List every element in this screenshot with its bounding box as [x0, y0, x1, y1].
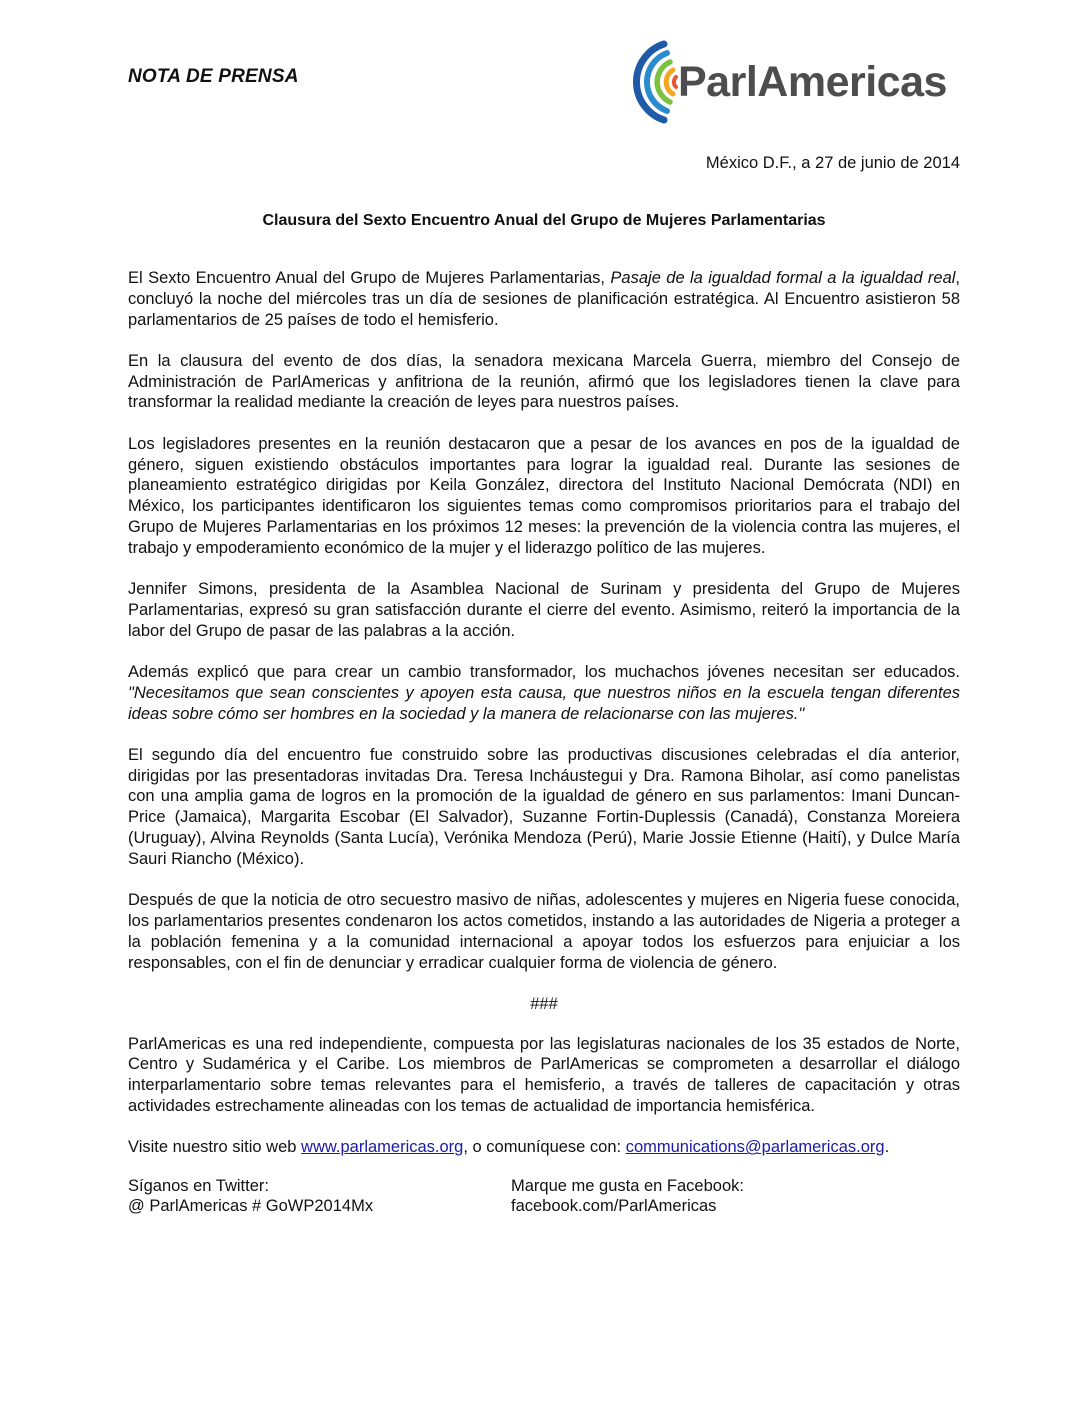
logo-wordmark: ParlAmericas	[678, 58, 947, 106]
contact-prefix: Visite nuestro sitio web	[128, 1138, 302, 1157]
website-link[interactable]: www.parlamericas.org	[301, 1138, 464, 1157]
paragraph-1-text-b: , concluyó la noche del miércoles tras un día de sesiones de planificación estratégica. Al Encuentro asistieron 58 parlamentarios de 25 países de todo el hemisferio.	[128, 269, 960, 329]
email-link[interactable]: communications@parlamericas.org	[625, 1138, 885, 1157]
paragraph-6: El segundo día del encuentro fue construido sobre las productivas discusiones celebradas el día anterior, dirigidas por las presentadoras invitadas Dra. Teresa Incháustegui y Dra. Ramona Biholar, así como panelistas con una amplia gama de logros en la promoción de la igualdad de género en sus parlamentos: Imani Duncan-Price (Jamaica), Margarita Escobar (El Salvador), Suzanne Fortin-Duplessis (Canadá), Constanza Moreiera (Uruguay), Alvina Reynolds (Santa Lucía), Verónika Mendoza (Perú), Marie Jossie Etienne (Haití), y Dulce María Sauri Riancho (México).	[128, 745, 960, 868]
paragraph-5-text: Además explicó que para crear un cambio transformador, los muchachos jóvenes necesitan ser educados.	[128, 662, 960, 681]
section-separator: ###	[530, 994, 558, 1013]
paragraph-4: Jennifer Simons, presidenta de la Asamblea Nacional de Surinam y presidenta del Grupo de Mujeres Parlamentarias, expresó su gran satisfacción durante el cierre del evento. Asimismo, reiteró la importancia de la labor del Grupo de pasar de las palabras a la acción.	[128, 580, 960, 640]
article-body	[128, 268, 960, 1217]
paragraph-5	[128, 662, 960, 724]
dateline: México D.F., a 27 de junio de 2014	[705, 154, 960, 172]
contact-suffix: .	[884, 1138, 890, 1157]
about-paragraph: ParlAmericas es una red independiente, compuesta por las legislaturas nacionales de los 35 estados de Norte, Centro y Sudamérica y el Caribe. Los miembros de ParlAmericas se comprometen a desarrollar el diálogo interparlamentario sobre temas relevantes para el hemisferio, a través de talleres de capacitación y otras actividades estrechamente alineadas con los temas de actualidad de importancia hemisférica.	[128, 1034, 960, 1115]
twitter-handle: @ ParlAmericas # GoWP2014Mx	[128, 1197, 374, 1216]
facebook-block	[511, 1176, 744, 1218]
facebook-label: Marque me gusta en Facebook:	[511, 1176, 744, 1195]
contact-line	[128, 1137, 960, 1158]
contact-middle: , o comuníquese con:	[463, 1138, 626, 1157]
social-block	[128, 1176, 960, 1218]
paragraph-7: Después de que la noticia de otro secuestro masivo de niñas, adolescentes y mujeres en Nigeria fuese conocida, los parlamentarios presentes condenaron los actos cometidos, instando a las autoridades de Nigeria a proteger a la población femenina y a la comunidad internacional a apoyar todos los esfuerzos para enjuiciar a los responsables, con el fin de denunciar y erradicar cualquier forma de violencia de género.	[128, 891, 960, 972]
twitter-label: Síganos en Twitter:	[128, 1176, 269, 1195]
paragraph-3: Los legisladores presentes en la reunión destacaron que a pesar de los avances en pos de la igualdad de género, siguen existiendo obstáculos importantes para lograr la igualdad real. Durante las sesiones de planeamiento estratégico dirigidas por Keila González, directora del Instituto Nacional Demócrata (NDI) en México, los participantes identificaron los siguientes temas como compromisos prioritarios para el trabajo del Grupo de Mujeres Parlamentarias en los próximos 12 meses: la prevención de la violencia contra las mujeres, el trabajo y empoderamiento económico de la mujer y el liderazgo político de las mujeres.	[128, 434, 960, 557]
quote-italic: "Necesitamos que sean conscientes y apoyen esta causa, que nuestros niños en la escuela tengan diferentes ideas sobre cómo ser hombres en la sociedad y la manera de relacionarse con las mujeres."	[128, 683, 960, 723]
page-title: Clausura del Sexto Encuentro Anual del Grupo de Mujeres Parlamentarias	[262, 212, 826, 229]
facebook-handle: facebook.com/ParlAmericas	[511, 1197, 717, 1216]
press-release-label: NOTA DE PRENSA	[128, 66, 299, 87]
parlamericas-arcs-icon	[606, 38, 686, 126]
event-title-italic: Pasaje de la igualdad formal a la igualdad real	[610, 269, 956, 287]
paragraph-1-text-a: El Sexto Encuentro Anual del Grupo de Mujeres Parlamentarias,	[128, 269, 611, 287]
paragraph-2: En la clausura del evento de dos días, la senadora mexicana Marcela Guerra, miembro del Consejo de Administración de ParlAmericas y anfitriona de la reunión, afirmó que los legisladores tienen la clave para transformar la realidad mediante la creación de leyes para nuestros países.	[128, 351, 960, 412]
parlamericas-logo	[606, 38, 956, 126]
twitter-block	[128, 1176, 511, 1218]
paragraph-1	[128, 268, 960, 330]
